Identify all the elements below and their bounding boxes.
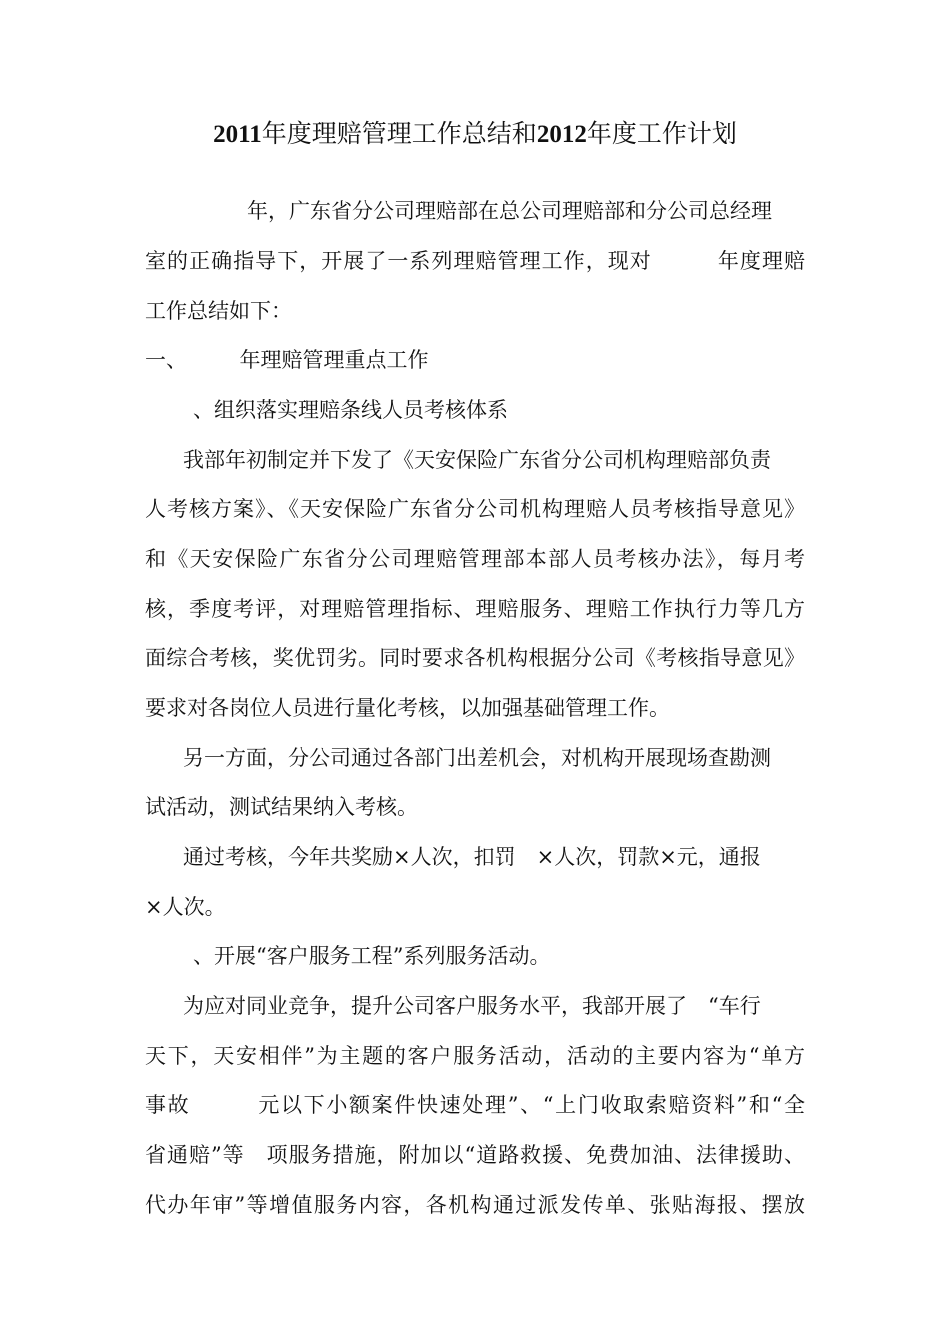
paragraph-assessment-line-5: 面综合考核，奖优罚劣。同时要求各机构根据分公司《考核指导意见》 xyxy=(145,646,805,670)
paragraph-onsite-line-2: 试活动，测试结果纳入考核。 xyxy=(145,795,418,819)
paragraph-service-line-5: 代办年审”等增值服务内容，各机构通过派发传单、张贴海报、摆放 xyxy=(145,1193,805,1217)
paragraph-assessment-line-4: 核，季度考评，对理赔管理指标、理赔服务、理赔工作执行力等几方 xyxy=(145,597,805,621)
paragraph-assessment-line-6: 要求对各岗位人员进行量化考核，以加强基础管理工作。 xyxy=(145,696,670,720)
subsection-heading-2: 、开展“客户服务工程”系列服务活动。 xyxy=(193,944,551,968)
paragraph-service-line-4: 省通赔”等 项服务措施，附加以“道路救援、免费加油、法律援助、 xyxy=(145,1143,805,1167)
paragraph-assessment-line-3: 和《天安保险广东省分公司理赔管理部本部人员考核办法》，每月考 xyxy=(145,547,805,571)
paragraph-results-line-2: ×人次。 xyxy=(145,895,226,919)
paragraph-intro-line-1: 年，广东省分公司理赔部在总公司理赔部和分公司总经理 xyxy=(247,199,772,223)
paragraph-assessment-line-1: 我部年初制定并下发了《天安保险广东省分公司机构理赔部负责 xyxy=(183,448,771,472)
title-year-2012: 2012 xyxy=(536,121,587,148)
paragraph-results-line-1: 通过考核，今年共奖励×人次，扣罚 ×人次，罚款×元，通报 xyxy=(183,845,761,869)
subsection-heading-1: 、组织落实理赔条线人员考核体系 xyxy=(193,398,508,422)
section-heading-1: 一、 年理赔管理重点工作 xyxy=(145,348,429,372)
paragraph-service-line-2: 天下，天安相伴”为主题的客户服务活动，活动的主要内容为“单方 xyxy=(145,1044,805,1068)
paragraph-assessment-line-2: 人考核方案》、《天安保险广东省分公司机构理赔人员考核指导意见》 xyxy=(145,497,805,521)
title-text-part2: 年度工作计划 xyxy=(586,119,737,148)
paragraph-service-line-3: 事故 元以下小额案件快速处理”、“上门收取索赔资料”和“全 xyxy=(145,1093,805,1117)
paragraph-service-line-1: 为应对同业竞争，提升公司客户服务水平，我部开展了 “车行 xyxy=(183,994,761,1018)
document-title xyxy=(0,118,950,151)
title-year-2011: 2011 xyxy=(213,121,262,148)
paragraph-onsite-line-1: 另一方面，分公司通过各部门出差机会，对机构开展现场查勘测 xyxy=(183,746,771,770)
paragraph-intro-line-2: 室的正确指导下，开展了一系列理赔管理工作，现对 年度理赔 xyxy=(145,249,805,273)
title-text-part1: 年度理赔管理工作总结和 xyxy=(261,119,537,148)
paragraph-intro-line-3: 工作总结如下： xyxy=(145,299,292,323)
